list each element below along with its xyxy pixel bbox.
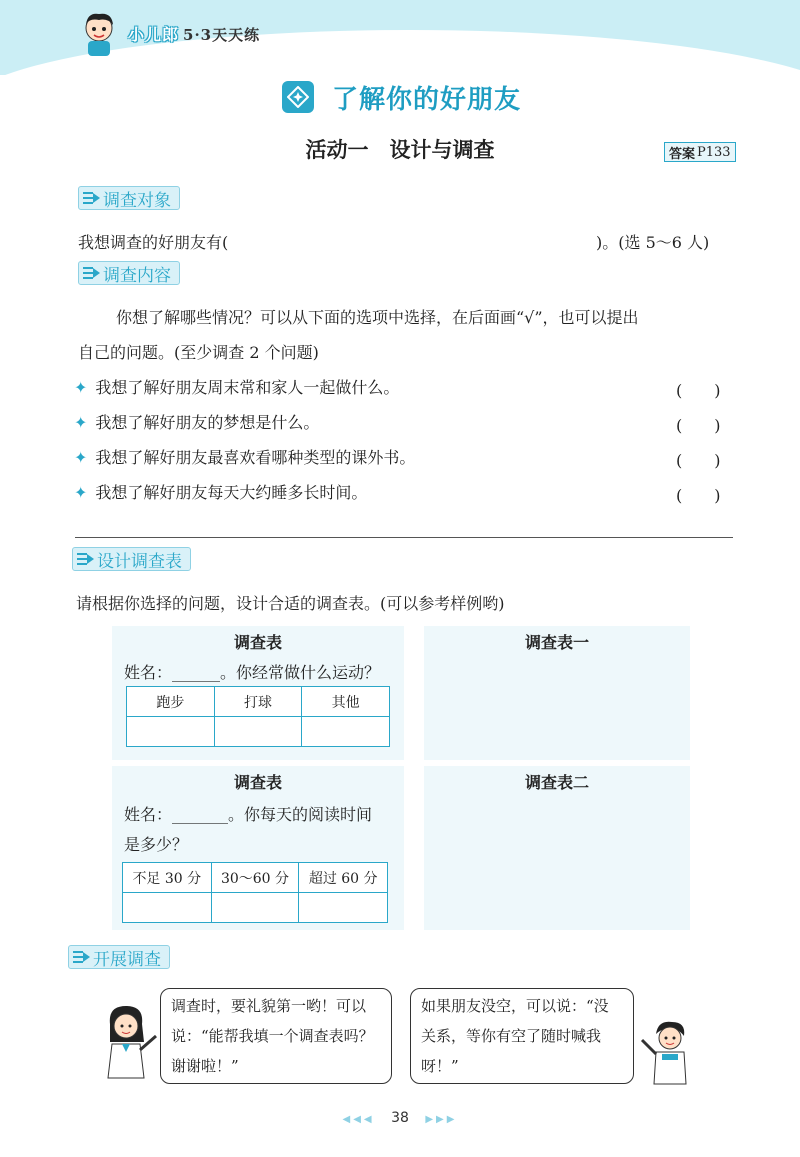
arrow-tag-icon <box>77 551 95 567</box>
blank-table-panel-1[interactable] <box>424 626 690 760</box>
target-sentence-start: 我想调查的好朋友有( <box>78 233 229 252</box>
question-item: ✦ 我想了解好朋友的梦想是什么。 <box>74 413 320 432</box>
sparkle-icon: ✦ <box>74 448 88 467</box>
section-tag-content <box>78 261 180 285</box>
section-tag-label: 调查对象 <box>103 190 171 211</box>
boy-illustration-icon <box>636 1016 700 1086</box>
table-header-cell: 超过 60 分 <box>299 863 388 893</box>
panel-title: 调查表二 <box>524 773 589 792</box>
table-header-cell: 其他 <box>302 687 390 717</box>
section-tag-target <box>78 186 180 210</box>
question-item: ✦ 我想了解好朋友每天大约睡多长时间。 <box>74 483 368 502</box>
design-instruction: 请根据你选择的问题，设计合适的调查表。(可以参考样例哟) <box>76 594 505 613</box>
speech-bubble-left: 调查时，要礼貌第一哟！可以 说：“能帮我填一个调查表吗？ 谢谢啦！” <box>160 988 392 1084</box>
sample-table-panel-1 <box>112 626 404 760</box>
answer-blank[interactable]: ( ) <box>676 416 721 435</box>
answer-blank[interactable]: ( ) <box>676 451 721 470</box>
section-tag-conduct <box>68 945 170 969</box>
table-header-cell: 跑步 <box>127 687 215 717</box>
table-cell[interactable] <box>211 893 299 923</box>
sparkle-icon: ✦ <box>74 378 88 397</box>
content-intro-line1: 你想了解哪些情况？可以从下面的选项中选择，在后面画“√”，也可以提出 <box>116 308 639 327</box>
brand-series: 5·3天天练 <box>183 26 261 44</box>
arrow-tag-icon <box>73 949 91 965</box>
panel-title: 调查表 <box>233 633 282 652</box>
section-tag-label: 开展调查 <box>93 949 161 970</box>
content-intro-line2: 自己的问题。(至少调查 2 个问题) <box>78 343 319 362</box>
answer-blank[interactable]: ( ) <box>676 381 721 400</box>
sample-question-line2: 是多少？ <box>124 835 189 854</box>
diamond-star-icon <box>282 81 314 113</box>
table-cell[interactable] <box>123 893 212 923</box>
speech-bubble-right: 如果朋友没空，可以说：“没 关系，等你有空了随时喊我 呀！” <box>410 988 634 1084</box>
section-tag-label: 调查内容 <box>103 265 171 286</box>
page-footer <box>0 1110 800 1126</box>
unit-title-text: 了解你的好朋友 <box>332 84 522 115</box>
sample-table-1 <box>126 686 390 747</box>
blank-table-panel-2[interactable] <box>424 766 690 930</box>
section-tag-label: 设计调查表 <box>97 551 182 572</box>
question-item: ✦ 我想了解好朋友周末常和家人一起做什么。 <box>74 378 400 397</box>
boy-mascot-icon <box>78 10 120 58</box>
table-header-cell: 不足 30 分 <box>123 863 212 893</box>
question-item: ✦ 我想了解好朋友最喜欢看哪种类型的课外书。 <box>74 448 416 467</box>
girl-illustration-icon <box>98 1002 162 1080</box>
answer-reference <box>664 142 736 162</box>
brand-title <box>128 22 260 45</box>
table-cell[interactable] <box>299 893 388 923</box>
arrow-tag-icon <box>83 265 101 281</box>
sparkle-icon: ✦ <box>74 413 88 432</box>
table-cell[interactable] <box>214 717 302 747</box>
panel-title: 调查表一 <box>524 633 589 652</box>
arrow-tag-icon <box>83 190 101 206</box>
panel-title: 调查表 <box>233 773 282 792</box>
sample-question-line1: 姓名：_______。你每天的阅读时间 <box>124 805 373 824</box>
page-number: 38 <box>391 1110 409 1126</box>
target-sentence-end: )。(选 5～6 人) <box>596 233 710 252</box>
brand-name: 小儿郎 <box>128 25 180 44</box>
decor-dots-icon: ◀◀◀ <box>342 1114 375 1125</box>
sparkle-icon: ✦ <box>74 483 88 502</box>
table-cell[interactable] <box>127 717 215 747</box>
divider <box>75 537 733 538</box>
decor-dots-icon: ▶▶▶ <box>425 1114 458 1125</box>
unit-title <box>282 80 521 114</box>
sample-question: 姓名：______。你经常做什么运动？ <box>124 663 381 682</box>
table-header-cell: 30～60 分 <box>211 863 299 893</box>
answer-blank[interactable]: ( ) <box>676 486 721 505</box>
sample-table-panel-2 <box>112 766 404 930</box>
sample-table-2 <box>122 862 388 923</box>
answer-page: P133 <box>697 144 731 160</box>
answer-label: 答案 <box>669 146 696 162</box>
table-cell[interactable] <box>302 717 390 747</box>
section-tag-design <box>72 547 191 571</box>
table-header-cell: 打球 <box>214 687 302 717</box>
activity-title: 活动一 设计与调查 <box>305 138 495 162</box>
